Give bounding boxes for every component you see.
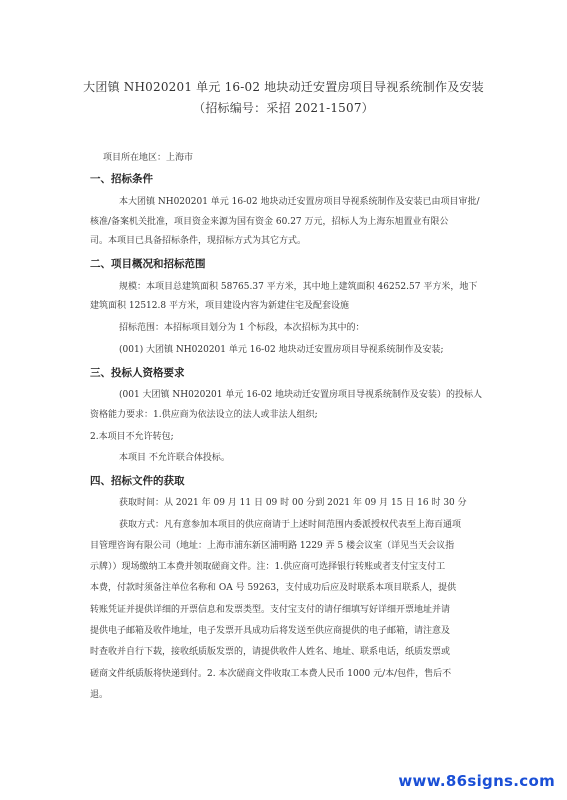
section-heading: 四、招标文件的获取: [90, 475, 185, 487]
section-heading: 三、投标人资格要求: [90, 367, 185, 379]
section-line: 招标范围：本招标项目划分为 1 个标段，本次招标为其中的：: [119, 323, 365, 333]
document-title: 大团镇 NH020201 单元 16-02 地块动迁安置房项目导视系统制作及安装: [83, 80, 484, 94]
section-line: 时查收并自行下载，接收纸质版发票的，请提供收件人姓名、地址、联系电话，纸质发票或: [90, 647, 451, 657]
section-line: 本大团镇 NH020201 单元 16-02 地块动迁安置房项目导视系统制作及安装已由项目审批/: [119, 197, 480, 207]
section-heading: 一、招标条件: [90, 173, 153, 185]
section-line: 2.本项目不允许转包;: [90, 432, 174, 442]
section-line: 获取方式：凡有意参加本项目的供应商请于上述时间范围内委派授权代表至上海百通项: [119, 520, 462, 530]
section-line: (001) 大团镇 NH020201 单元 16-02 地块动迁安置房项目导视系统制作及安装;: [119, 345, 444, 355]
project-location: 项目所在地区：上海市: [103, 153, 194, 163]
section-line: 核准/备案机关批准，项目资金来源为国有资金 60.27 万元，招标人为上海东旭置业有限公: [90, 217, 449, 227]
section-line: 本费，付款时须备注单位名称和 OA 号 59263，支付成功后应及时联系本项目联系人，提供: [90, 583, 457, 593]
section-line: 目管理咨询有限公司（地址：上海市浦东新区浦明路 1229 弄 5 楼会议室（详见当天会议指: [90, 541, 455, 551]
section-line: 示牌））现场缴纳工本费并领取磋商文件。注：1.供应商可选择银行转账或者支付宝支付工: [90, 562, 446, 572]
section-line: 建筑面积 12512.8 平方米，项目建设内容为新建住宅及配套设施: [90, 301, 349, 311]
section-line: 司。本项目已具备招标条件，现招标方式为其它方式。: [90, 236, 307, 246]
tender-number: （招标编号：采招 2021-1507）: [193, 101, 374, 115]
section-line: (001 大团镇 NH020201 单元 16-02 地块动迁安置房项目导视系统制作及安装）的投标人: [119, 390, 483, 400]
section-heading: 二、项目概况和招标范围: [90, 258, 206, 270]
section-line: 提供电子邮箱及收件地址，电子发票开具成功后将发送至供应商提供的电子邮箱，请注意及: [90, 626, 451, 636]
section-line: 获取时间：从 2021 年 09 月 11 日 09 时 00 分到 2021 年 09 月 15 日 16 时 30 分: [119, 498, 467, 508]
section-line: 退。: [90, 690, 109, 700]
section-line: 规模：本项目总建筑面积 58765.37 平方米，其中地上建筑面积 46252.57 平方米，地下: [119, 282, 478, 292]
section-line: 资格能力要求：1.供应商为依法设立的法人或非法人组织;: [90, 410, 318, 420]
section-line: 磋商文件纸质版将快递到付。2. 本次磋商文件收取工本费人民币 1000 元/本/包件，售后不: [90, 669, 452, 679]
watermark-text: www.86signs.com: [398, 772, 555, 790]
section-line: 本项目 不允许联合体投标。: [119, 453, 230, 463]
section-line: 转账凭证并提供详细的开票信息和发票类型。支付宝支付的请仔细填写好详细开票地址并请: [90, 605, 451, 615]
